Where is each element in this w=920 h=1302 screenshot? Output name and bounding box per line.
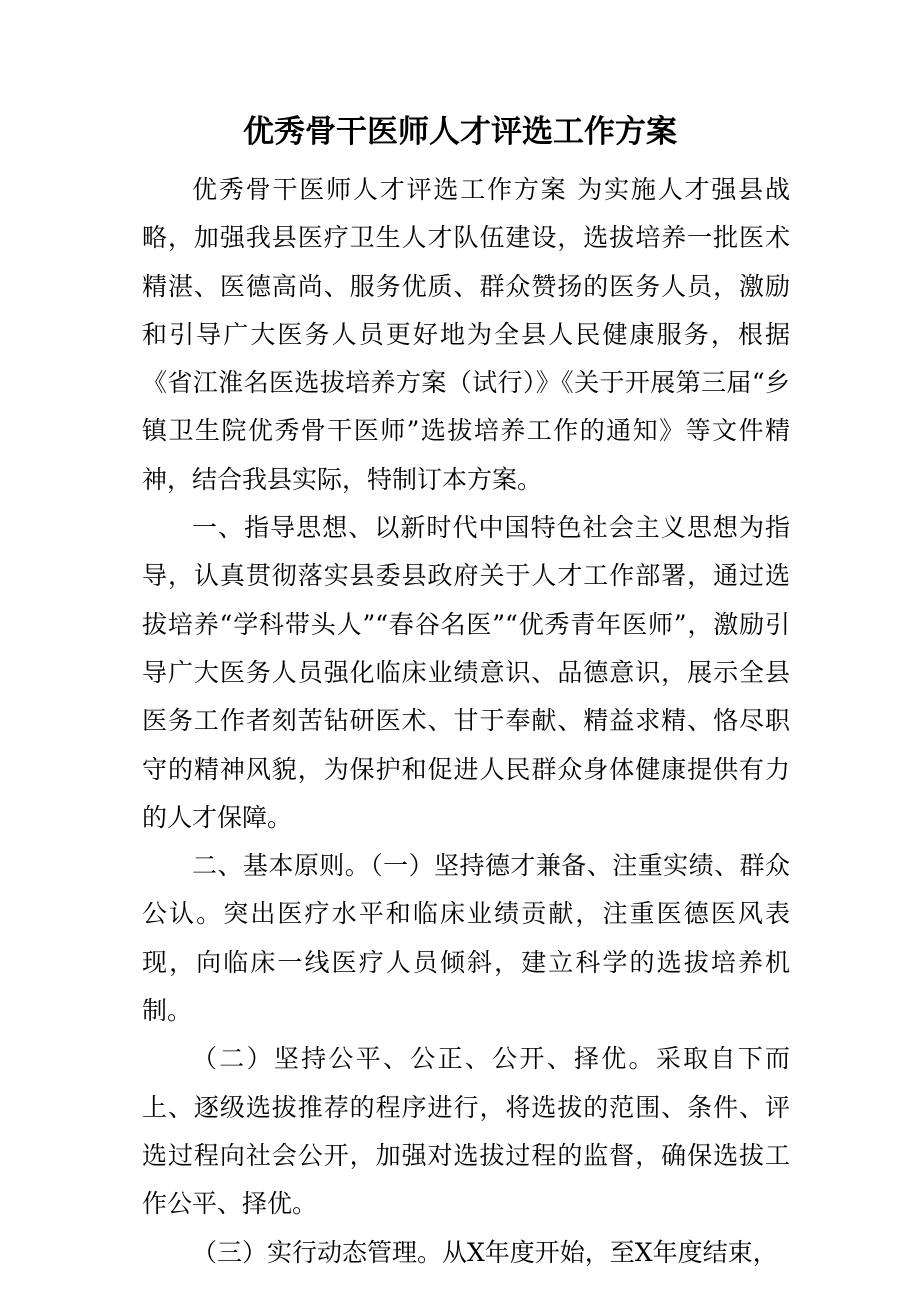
document-body <box>142 166 790 1277</box>
paragraph-intro: 优秀骨干医师人才评选工作方案 为实施人才强县战略，加强我县医疗卫生人才队伍建设，选拔培养一批医术精湛、医德高尚、服务优质、群众赞扬的医务人员，激励和引导广大医务人员更好地为全县人民健康服务，根据《省江淮名医选拔培养方案（试行）》《关于开展第三届“乡镇卫生院优秀骨干医师”选拔培养工作的通知》等文件精神，结合我县实际，特制订本方案。 <box>142 175 790 494</box>
paragraph-basic-principles: 二、基本原则。（一）坚持德才兼备、注重实绩、群众公认。突出医疗水平和临床业绩贡献，注重医德医风表现，向临床一线医疗人员倾斜，建立科学的选拔培养机制。 <box>142 851 790 1026</box>
document-title: 优秀骨干医师人才评选工作方案 <box>243 114 677 150</box>
paragraph-dynamic-management: （三）实行动态管理。从X年度开始，至X年度结束， <box>192 1237 778 1267</box>
paragraph-fairness-principle: （二）坚持公平、公正、公开、择优。采取自下而上、逐级选拔推荐的程序进行，将选拔的范围、条件、评选过程向社会公开，加强对选拔过程的监督，确保选拔工作公平、择优。 <box>142 1044 790 1219</box>
paragraph-guiding-ideology: 一、指导思想、以新时代中国特色社会主义思想为指导，认真贯彻落实县委县政府关于人才工作部署，通过选拔培养“学科带头人”“春谷名医”“优秀青年医师”，激励引导广大医务人员强化临床业绩意识、品德意识，展示全县医务工作者刻苦钻研医术、甘于奉献、精益求精、恪尽职守的精神风貌，为保护和促进人民群众身体健康提供有力的人才保障。 <box>142 513 790 832</box>
